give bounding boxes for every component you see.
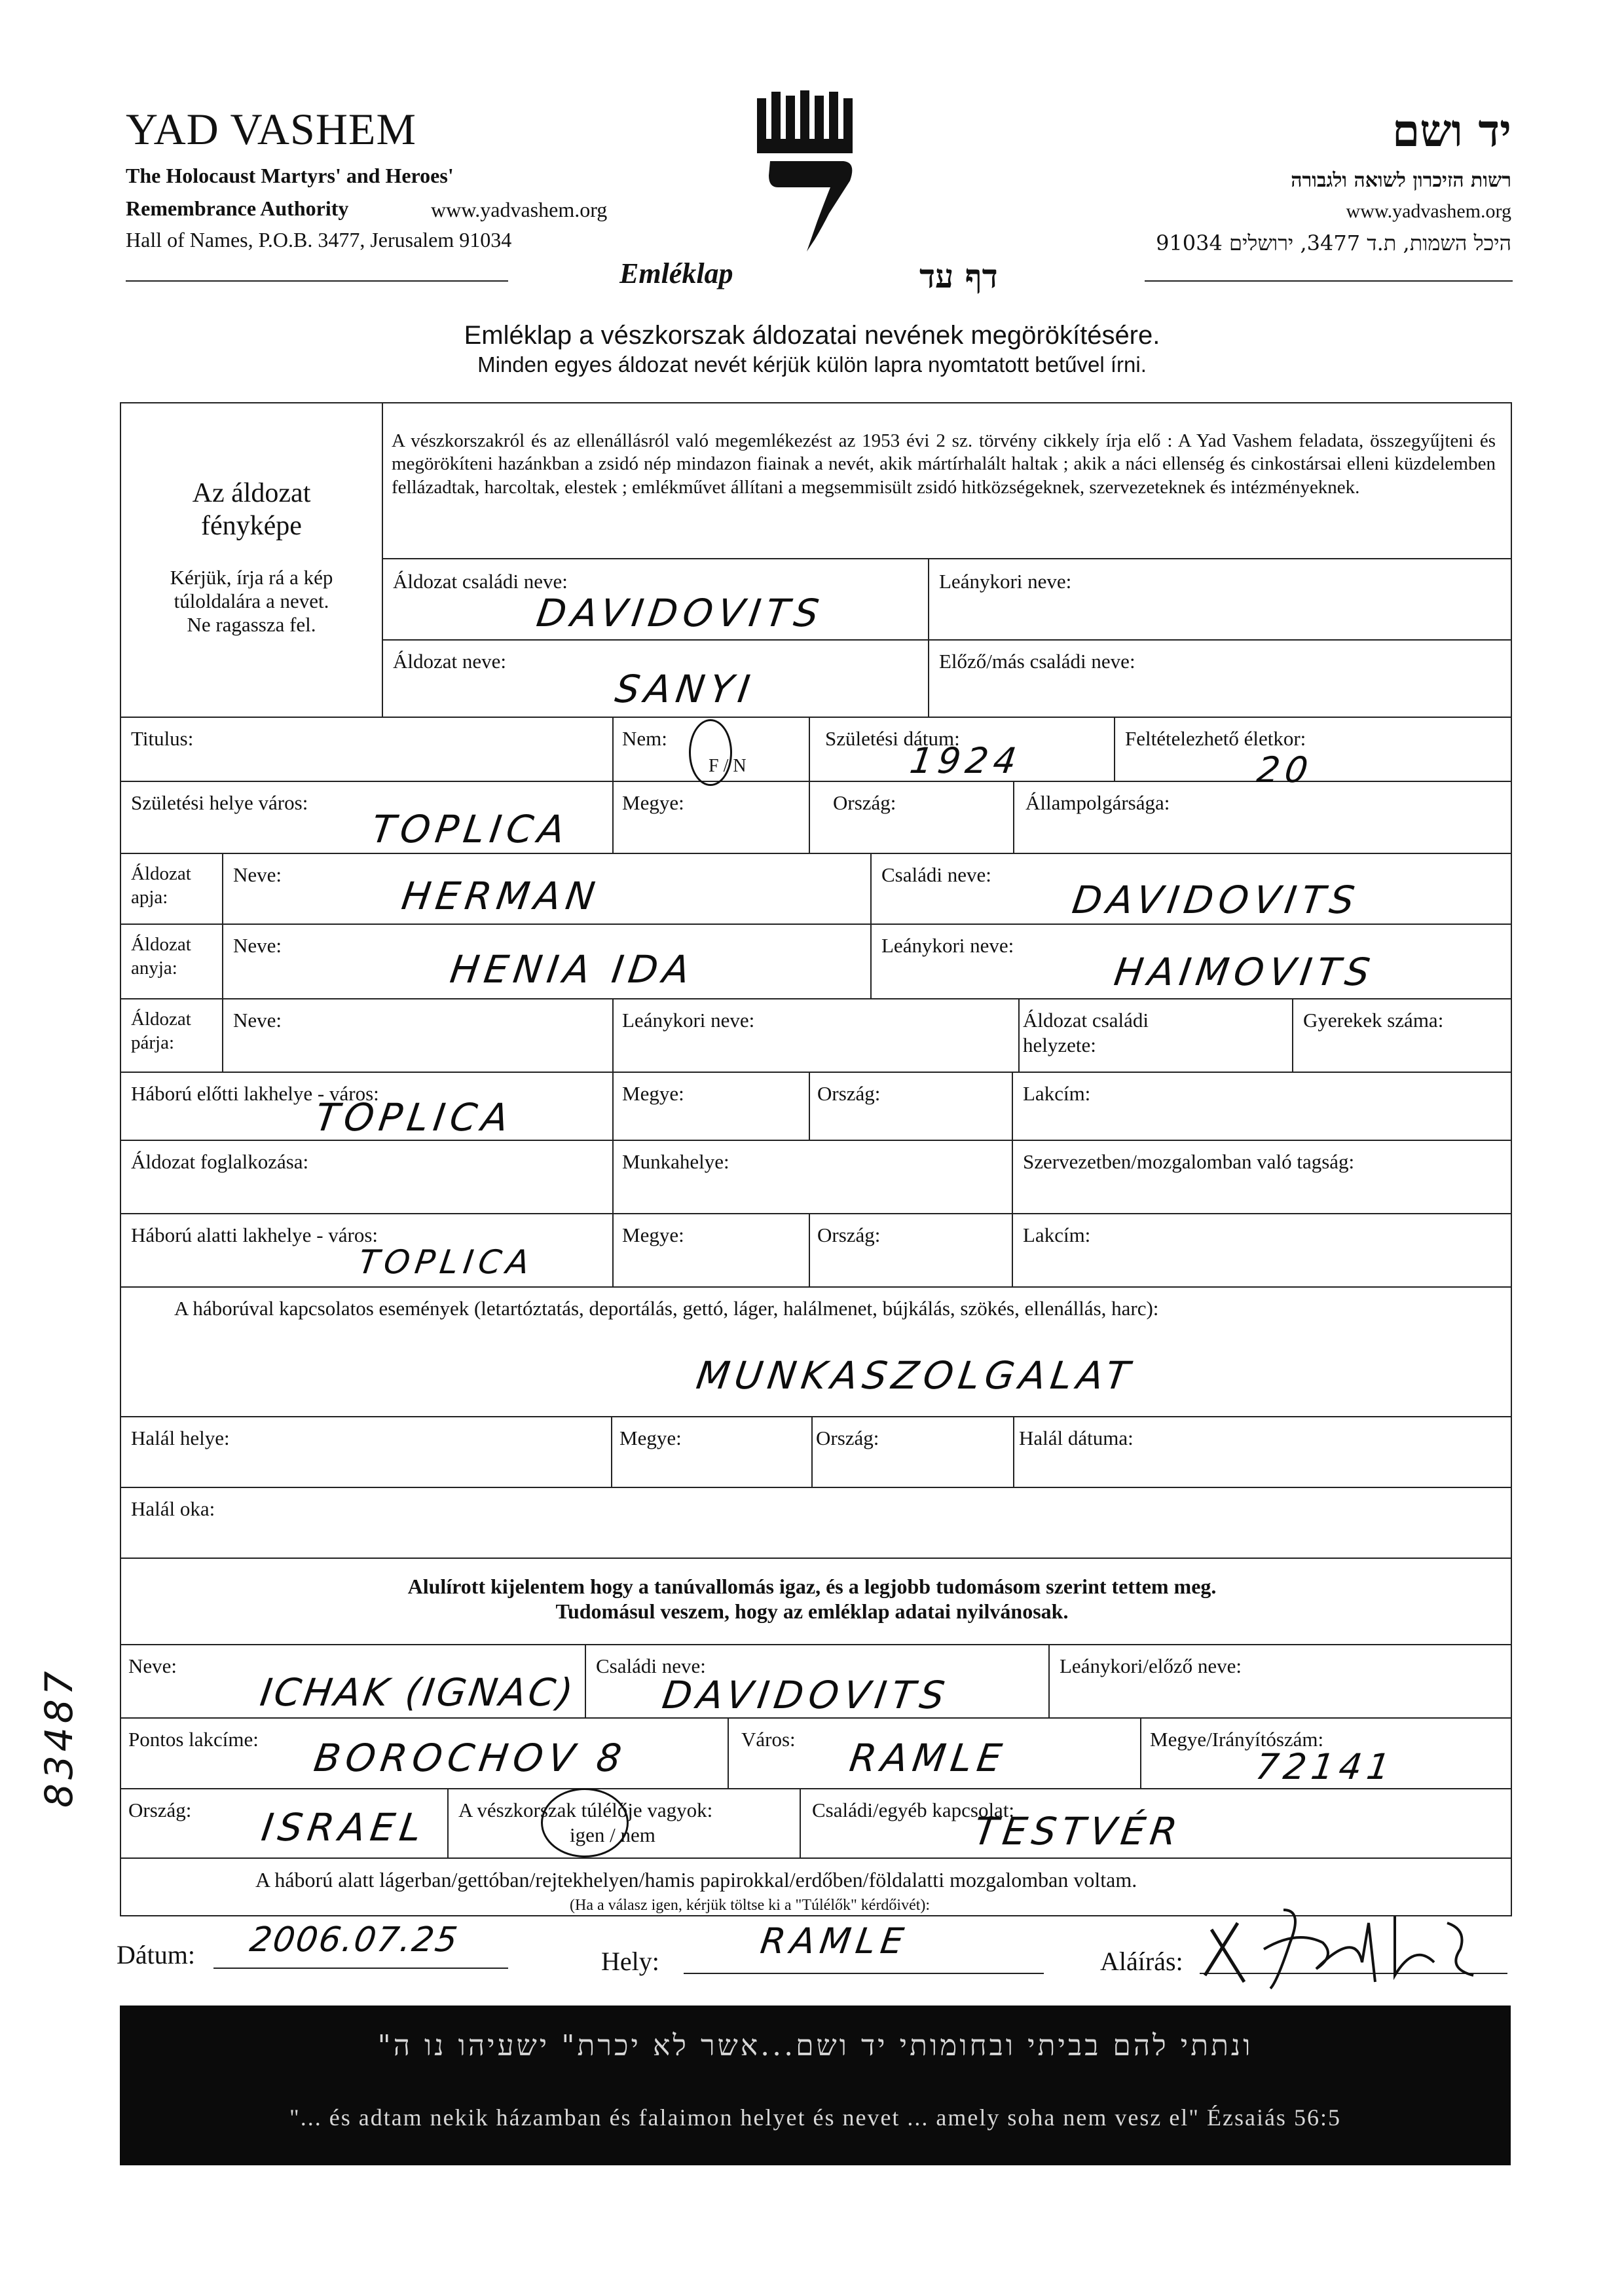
spouse-name-field[interactable]	[223, 999, 614, 1073]
city-label: Város:	[741, 1728, 796, 1751]
wartime-residence-label: Háború alatti lakhelye - város:	[131, 1223, 378, 1246]
events-label: A háborúval kapcsolatos események (letartóztatás, deportálás, gettó, láger, halálmenet, bújkálás, szökés, ellenállás, harc):	[174, 1297, 1159, 1320]
address-en: Hall of Names, P.O.B. 3477, Jerusalem 91034	[126, 228, 512, 252]
birth-place-label: Születési helye város:	[131, 791, 308, 814]
spouse-maiden-label: Leánykori neve:	[622, 1009, 755, 1032]
submitter-name-label: Neve:	[128, 1654, 177, 1677]
father-name-value: HERMAN	[399, 874, 603, 918]
spouse-label-line1: Áldozat	[131, 1009, 191, 1030]
submitter-country-label: Ország:	[128, 1799, 192, 1821]
victim-name-label: Áldozat neve:	[393, 650, 507, 673]
mother-name-value: HENIA IDA	[447, 947, 698, 992]
submitter-family-label: Családi neve:	[596, 1654, 706, 1677]
prewar-residence-label: Háború előtti lakhelye - város:	[131, 1082, 379, 1105]
events-value: MUNKASZOLGALAT	[693, 1353, 1137, 1398]
membership-label: Szervezetben/mozgalomban való tagság:	[1023, 1150, 1355, 1173]
prewar-residence-value: TOPLICA	[312, 1095, 517, 1140]
mother-maiden-label: Leánykori neve:	[881, 934, 1014, 957]
relation-value: TESTVÉR	[971, 1809, 1185, 1854]
death-date-label: Halál dátuma:	[1019, 1427, 1134, 1449]
father-family-label: Családi neve:	[881, 863, 991, 886]
authority-line1: The Holocaust Martyrs' and Heroes'	[126, 164, 454, 187]
signature-mark[interactable]	[1198, 1903, 1500, 1995]
subtitle-line1: Emléklap a vészkorszak áldozatai nevének megörökítésére.	[464, 321, 1160, 350]
city-value: RAMLE	[847, 1736, 1010, 1780]
survivor-label: A vészkorszak túlélője vagyok:	[458, 1799, 713, 1821]
prewar-address-label: Lakcím:	[1023, 1082, 1091, 1105]
wartime-county-label: Megye:	[622, 1223, 684, 1246]
menorah-logo-icon	[752, 89, 863, 253]
form-title-hu: Emléklap	[619, 257, 733, 289]
exact-address-value: BOROCHOV 8	[311, 1736, 629, 1780]
father-family-value: DAVIDOVITS	[1069, 878, 1363, 922]
spouse-name-label: Neve:	[233, 1009, 282, 1032]
death-cause-label: Halál oka:	[131, 1497, 215, 1520]
org-name-he: יד ושם	[1392, 105, 1511, 157]
submitter-family-value: DAVIDOVITS	[659, 1673, 953, 1717]
website-he: www.yadvashem.org	[1346, 200, 1511, 222]
citizenship-label: Állampolgársága:	[1025, 791, 1170, 814]
submitter-country-value: ISRAEL	[259, 1805, 430, 1850]
title-label: Titulus:	[131, 727, 194, 750]
title-field[interactable]	[120, 718, 614, 782]
victim-family-name-label: Áldozat családi neve:	[393, 570, 568, 593]
occupation-label: Áldozat foglalkozása:	[131, 1150, 309, 1173]
previous-family-name-label: Előző/más családi neve:	[939, 650, 1135, 673]
header-rule-right	[1145, 280, 1513, 282]
birth-place-value: TOPLICA	[369, 807, 573, 851]
mother-label-line2: anyja:	[131, 958, 177, 979]
banner-quote-hungarian: "... és adtam nekik házamban és falaimon helyet és nevet ... amely soha nem vesz el" Ézsaiás 56:5	[289, 2104, 1341, 2131]
county-zip-label: Megye/Irányítószám:	[1150, 1728, 1324, 1751]
photo-box[interactable]	[120, 402, 383, 718]
relation-label: Családi/egyéb kapcsolat:	[812, 1799, 1015, 1821]
wartime-country-label: Ország:	[817, 1223, 881, 1246]
father-name-label: Neve:	[233, 863, 282, 886]
photo-note-line3: Ne ragassza fel.	[187, 613, 316, 636]
mother-name-label: Neve:	[233, 934, 282, 957]
authority-line2: Remembrance Authority	[126, 196, 349, 220]
estimated-age-value: 20	[1254, 749, 1316, 791]
website-en: www.yadvashem.org	[431, 198, 608, 221]
mother-maiden-value: HAIMOVITS	[1111, 950, 1378, 994]
camp-note: (Ha a válasz igen, kérjük töltse ki a "Túlélők" kérdőivét):	[570, 1897, 931, 1914]
birth-date-label: Születési dátum:	[825, 727, 960, 750]
camp-statement: A háború alatt lágerban/gettóban/rejtekhelyen/hamis papirokkal/erdőben/földalatti mozgalomban voltam.	[255, 1868, 1137, 1892]
gender-label: Nem:	[622, 727, 667, 750]
gender-selection-circle	[689, 719, 732, 786]
spouse-label-line2: párja:	[131, 1032, 175, 1053]
date-label: Dátum:	[117, 1940, 195, 1969]
death-cause-field[interactable]	[120, 1488, 1512, 1559]
org-name-en: YAD VASHEM	[126, 104, 416, 154]
address-he: היכל השמות, ת.ד 3477, ירושלים 91034	[1156, 231, 1511, 255]
signature-label: Aláírás:	[1100, 1947, 1183, 1976]
margin-number: 83487	[37, 1667, 81, 1808]
authority-he: רשות הזיכרון לשואה ולגבורה	[1291, 169, 1511, 192]
birth-country-label: Ország:	[833, 791, 896, 814]
declaration-line2: Tudomásul veszem, hogy az emléklap adatai nyilvánosak.	[555, 1599, 1069, 1623]
form-title-he: דף עד	[919, 257, 998, 295]
header-rule-left	[126, 280, 508, 282]
county-zip-value: 72141	[1253, 1746, 1398, 1787]
place-value[interactable]: RAMLE	[758, 1920, 912, 1962]
intro-text: A vészkorszakról és az ellenállásról való megemlékezést az 1953 évi 2 sz. törvény cikkely írja elő : A Yad Vashem feladata, összegyűjteni és megörökíteni hazánkban a zsidó nép mindazon fiainak a nevét, akik mártírhalált haltak ; akik a náci ellenség és cinkostársai elleni küzdelemben fellázadtak, harcoltak, elestek ; emlékművet állítani a megsemmisült zsidó hitközségeknek, szervezeteknek és intézményeknek.	[392, 430, 1496, 498]
photo-note-line1: Kérjük, írja rá a kép	[170, 566, 333, 589]
father-label-line2: apja:	[131, 887, 168, 908]
children-count-label: Gyerekek száma:	[1303, 1009, 1444, 1032]
survivor-selection-circle	[541, 1788, 629, 1857]
death-place-label: Halál helye:	[131, 1427, 230, 1449]
workplace-label: Munkahelye:	[622, 1150, 729, 1173]
date-line	[213, 1968, 508, 1969]
marital-status-label-line2: helyzete:	[1023, 1034, 1096, 1056]
subtitle-line2: Minden egyes áldozat nevét kérjük külön lapra nyomtatott betűvel írni.	[477, 352, 1147, 377]
survivor-options: igen / nem	[570, 1823, 655, 1846]
prewar-country-label: Ország:	[817, 1082, 881, 1105]
mother-label-line1: Áldozat	[131, 934, 191, 955]
submitter-maiden-label: Leánykori/előző neve:	[1060, 1654, 1242, 1677]
birth-date-value: 1924	[907, 740, 1024, 781]
birth-county-label: Megye:	[622, 791, 684, 814]
victim-maiden-name-label: Leánykori neve:	[939, 570, 1072, 593]
wartime-residence-value: TOPLICA	[356, 1243, 537, 1281]
exact-address-label: Pontos lakcíme:	[128, 1728, 259, 1751]
victim-name-value: SANYI	[612, 667, 758, 711]
gender-options: F / N	[709, 756, 747, 776]
victim-family-name-value: DAVIDOVITS	[534, 591, 827, 635]
banner-quote-hebrew: "ונתתי להם בביתי ובחומותי יד ושם...אשר לא יכרת" ישעיהו נו ה	[377, 2029, 1253, 2062]
photo-note-line2: túloldalára a nevet.	[174, 589, 329, 612]
place-label: Hely:	[601, 1947, 659, 1976]
death-county-label: Megye:	[619, 1427, 682, 1449]
estimated-age-label: Feltételezhető életkor:	[1125, 727, 1306, 750]
place-line	[684, 1973, 1044, 1974]
date-value[interactable]: 2006.07.25	[247, 1920, 461, 1960]
submitter-name-value: ICHAK (IGNAC)	[257, 1670, 579, 1715]
photo-title-line1: Az áldozat	[192, 478, 311, 508]
death-country-label: Ország:	[816, 1427, 879, 1449]
quote-banner	[120, 2006, 1511, 2165]
father-label-line1: Áldozat	[131, 863, 191, 884]
photo-title-line2: fényképe	[201, 511, 302, 541]
wartime-address-label: Lakcím:	[1023, 1223, 1091, 1246]
marital-status-label-line1: Áldozat családi	[1023, 1009, 1149, 1032]
prewar-county-label: Megye:	[622, 1082, 684, 1105]
declaration-line1: Alulírott kijelentem hogy a tanúvallomás igaz, és a legjobb tudomásom szerint tettem meg.	[407, 1575, 1217, 1598]
